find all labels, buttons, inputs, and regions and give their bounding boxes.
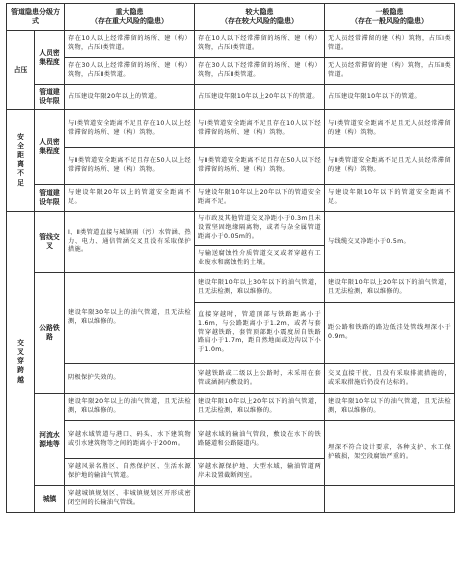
cell-major: 阴极保护失效的。 <box>65 364 195 394</box>
cell-large: 建设年限10年以上20年以下的油气管道，且无法检测，难以维修的。 <box>195 394 325 421</box>
row-label-river: 河流水源地等 <box>35 394 65 486</box>
row-label-build: 管道建设年限 <box>35 85 65 110</box>
cell-general: 与线缆交叉净距小于0.5m。 <box>325 212 455 273</box>
cell-large: 存在30人以下经常滞留的场所、建（构）筑物，占压Ⅱ类管道。 <box>195 58 325 85</box>
cell-large: 与建设年限10年以上20年以下的管道安全距离不足。 <box>195 185 325 212</box>
cell-general: 建设年限10年以下的油气管道，且无法检测，难以维修的。 <box>325 394 455 421</box>
cell-general: 与Ⅱ类管道安全距离不足且无人员经常滞留的建（构）筑物。 <box>325 148 455 185</box>
hazard-classification-table <box>6 3 454 558</box>
cell-major: 建设年限30年以上的油气管道，且无法检测，难以维修的。 <box>65 273 195 364</box>
cell-major: 与Ⅰ类管道安全距离不足且存在10人以上经常滞留的场所、建（构）筑物。 <box>65 110 195 148</box>
cell-large: 与Ⅱ类管道安全距离不足且存在50人以下经常滞留的场所、建（构）筑物。 <box>195 148 325 185</box>
cell-large: 穿越水源保护地、大型水域，输油管道两岸未设置截断阀室。 <box>195 459 325 486</box>
header-major: 重大隐患 （存在重大风险的隐患） <box>65 4 195 31</box>
cell-general: 交叉直接干扰，且没有采取排流措施的，或采取措施后仍没有达标的。 <box>325 364 455 394</box>
cell-large: 与市政及其他管道交叉净距小于0.3m且未设置坚固绝缘隔离物，或者与杂全属管道距离小于0.05m的。 <box>195 212 325 246</box>
cell-general: 无人员经常滞留的建（构）筑物，占压Ⅰ类管道。 <box>325 31 455 58</box>
header-general: 一般隐患 （存在一般风险的隐患） <box>325 4 455 31</box>
cell-major: 存在10人以上经常滞留的场所、建（构）筑物，占压Ⅰ类管道。 <box>65 31 195 58</box>
cell-general: 建设年限10年以上20年以下的油气管道，且无法检测，难以维修的。 <box>325 273 455 303</box>
cell-major: 存在30人以上经常滞留的场所、建（构）筑物，占压Ⅱ类管道。 <box>65 58 195 85</box>
cell-major: 建设年限20年以上的油气管道，且无法检测，难以维修的。 <box>65 394 195 421</box>
cell-general: 占压建设年限10年以下的管道。 <box>325 85 455 110</box>
section-occupation: 占压 <box>7 31 35 110</box>
header-large: 较大隐患 （存在较大风险的隐患） <box>195 4 325 31</box>
cell-major: 穿越风景名胜区、自然保护区、生活水源保护地的输油气管道。 <box>65 459 195 486</box>
cell-large: 与输送腐蚀性介质管道交叉或者穿越有工业废水和腐蚀性的土壤。 <box>195 246 325 273</box>
cell-general: 埋深不符合设计要求，各种支护、水工保护破损，架空段腐蚀严重的。 <box>325 421 455 486</box>
cell-general: 与建设年限10年以下的管道安全距离不足。 <box>325 185 455 212</box>
cell-major: Ⅰ、Ⅱ类管道直接与城镇雨（污）水管涵、热力、电力、通信管涵交叉且没有采取保护措施。 <box>65 212 195 273</box>
cell-large: 与Ⅰ类管道安全距离不足且存在10人以下经常滞留的场所、建（构）筑物。 <box>195 110 325 148</box>
cell-large: 建设年限10年以上30年以下的油气管道，且无法检测，难以维修的。 <box>195 273 325 303</box>
row-label-people: 人员密集程度 <box>35 31 65 85</box>
row-label-pipeline: 管线交叉 <box>35 212 65 273</box>
cell-major: 占压建设年限20年以上的管道。 <box>65 85 195 110</box>
section-distance: 安全距离不足 <box>7 110 35 212</box>
row-label-town: 城镇 <box>35 486 65 513</box>
cell-large: 穿越水域的输油气管段，敷设在水下的铁路隧道和公路隧道内。 <box>195 421 325 459</box>
cell-large: 直接穿越时，管道顶部与铁路距离小于1.6m，与公路距离小于1.2m，或者与套管穿越铁路，套管顶部距小震度居自铁路路肩小于1.7m，距自然地面或边沟以下小于1.0m。 <box>195 303 325 364</box>
row-label-people: 人员密集程度 <box>35 110 65 185</box>
cell-large <box>195 486 325 513</box>
row-label-road: 公路铁路 <box>35 273 65 394</box>
cell-general <box>325 486 455 513</box>
cell-large: 穿越铁路或二级以上公路时，未采用在套管或涵洞内敷设的。 <box>195 364 325 394</box>
cell-major: 与建设年限20年以上的管道安全距离不足。 <box>65 185 195 212</box>
cell-major: 穿越城镇规划区、非城镇规划区开形成密闭空间的长输油气管线。 <box>65 486 195 513</box>
cell-large: 占压建设年限10年以上20年以下的管道。 <box>195 85 325 110</box>
cell-general: 距公路和铁路的路边低洼处管线埋深小于0.9m。 <box>325 303 455 364</box>
cell-major: 穿越水域管道与港口、码头、水下建筑物或引水建筑物等之间的距离小于200m。 <box>65 421 195 459</box>
cell-general: 与Ⅰ类管道安全距离不足且无人员经常滞留的建（构）筑物。 <box>325 110 455 148</box>
section-crossing: 交叉穿跨越 <box>7 212 35 513</box>
row-label-build: 管道建设年限 <box>35 185 65 212</box>
header-category: 管道隐患分级方式 <box>7 4 65 31</box>
cell-general: 无人员经常滞留的建（构）筑物，占压Ⅱ类管道。 <box>325 58 455 85</box>
cell-major: 与Ⅱ类管道安全距离不足且存在50人以上经常滞留的场所、建（构）筑物。 <box>65 148 195 185</box>
cell-large: 存在10人以下经常滞留的场所、建（构）筑物，占压Ⅰ类管道。 <box>195 31 325 58</box>
